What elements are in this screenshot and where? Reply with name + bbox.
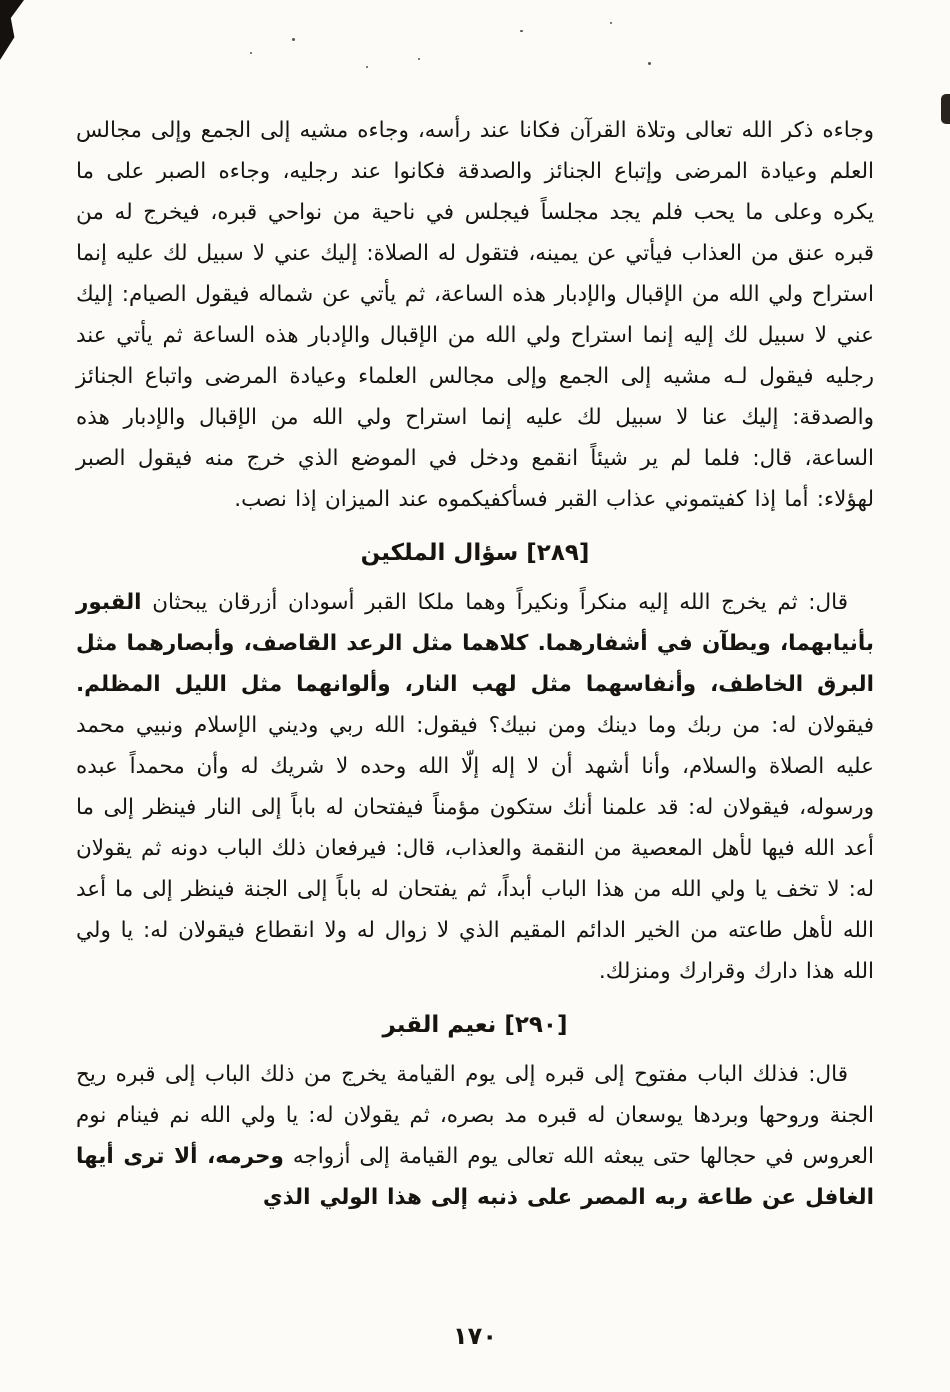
scan-speck [292, 38, 295, 41]
text-run: وجاءه ذكر الله تعالى وتلاة القرآن فكانا عند رأسه، وجاءه مشيه إلى الجمع وإلى مجالس العلم وعيادة المرضى وإتباع الجنائز والصدقة فكانوا عند رجليه، وجاءه الصبر على ما يكره وعلى ما يحب فلم يجد مجلساً فيجلس في ناحية من نواحي قبره، فيخرج له من قبره عنق من العذاب فيأتي عن يمينه، فتقول له الصلاة: إليك عني لا سبيل لك عليه إنما استراح ولي الله من الإقبال والإدبار هذه الساعة، ثم يأتي عن شماله فيقول الصيام: إليك عني لا سبيل لك إليه إنما استراح ولي الله من الإقبال والإدبار هذه الساعة ثم يأتي عند رجليه فيقول لـه مشيه إلى الجمع وإلى مجالس العلماء وعيادة المرضى واتباع الجنائز والصدقة: إليك عنا لا سبيل لك عليه إنما استراح ولي الله من الإقبال والإدبار هذه الساعة، قال: فلما لم ير شيئاً انقمع ودخل في الموضع الذي خرج منه فيقول الصبر لهؤلاء: أما إذا كفيتموني عذاب القبر فسأكفيكموه عند الميزان إذا نصب. [76, 118, 874, 512]
text-run-bold: القبور بأنيابهما، ويطآن في أشفارهما. كلاهما مثل الرعد القاصف، وأبصارهما مثل البرق الخاطف، وأنفاسهما مثل لهب النار، وألوانهما مثل الليل المظلم. [76, 590, 874, 697]
text-run-bold: وحرمه، ألا ترى أيها الغافل عن طاعة ربه المصر على ذنبه إلى هذا الولي الذي [76, 1144, 874, 1210]
section-heading-289 [76, 533, 874, 573]
scan-speck [610, 22, 612, 24]
scan-speck [418, 58, 420, 60]
scan-artifact-corner [0, 0, 24, 60]
section-heading-290 [76, 1005, 874, 1045]
scan-speck [250, 52, 252, 54]
scan-artifact-edge [941, 94, 950, 124]
text-run: فيقولان له: من ربك وما دينك ومن نبيك؟ فيقول: الله ربي وديني الإسلام ونبيي محمد عليه الصلاة والسلام، وأنا أشهد أن لا إله إلّا الله وحده لا شريك له وأن محمداً عبده ورسوله، فيقولان له: قد علمنا أنك ستكون مؤمناً فيفتحان له باباً إلى النار فينظر إلى ما أعد الله فيها لأهل المعصية من النقمة والعذاب، قال: فيرفعان ذلك الباب دونه ثم يقولان له: لا تخف يا ولي الله من هذا الباب أبداً، ثم يفتحان له باباً إلى الجنة فينظر إلى ما أعد الله لأهل طاعته من الخير الدائم المقيم الذي لا زوال له ولا انقطاع فيقولان له: يا ولي الله هذا دارك وقرارك ومنزلك. [76, 713, 874, 984]
text-run: قال: ثم يخرج الله إليه منكراً ونكيراً وهما ملكا القبر أسودان أزرقان يبحثان [141, 590, 848, 615]
paragraph-continuation [76, 110, 874, 520]
heading-text: [٢٨٩] سؤال الملكين [360, 540, 590, 566]
paragraph-290 [76, 1054, 874, 1218]
scan-speck [648, 62, 651, 65]
page-number: ١٧٠ [453, 1322, 497, 1350]
page-body [76, 110, 874, 1218]
heading-text: [٢٩٠] نعيم القبر [382, 1012, 568, 1038]
scan-speck [366, 66, 368, 68]
text-run: قال: فذلك الباب مفتوح إلى قبره إلى يوم القيامة يخرج من ذلك الباب إلى قبره ريح الجنة وروحها وبردها يوسعان له قبره مد بصره، ثم يقولان له: يا ولي الله نم فينام نوم العروس في حجالها حتى يبعثه الله تعالى يوم القيامة إلى أزواجه [76, 1062, 874, 1169]
paragraph-289 [76, 582, 874, 992]
scan-speck [520, 30, 523, 32]
